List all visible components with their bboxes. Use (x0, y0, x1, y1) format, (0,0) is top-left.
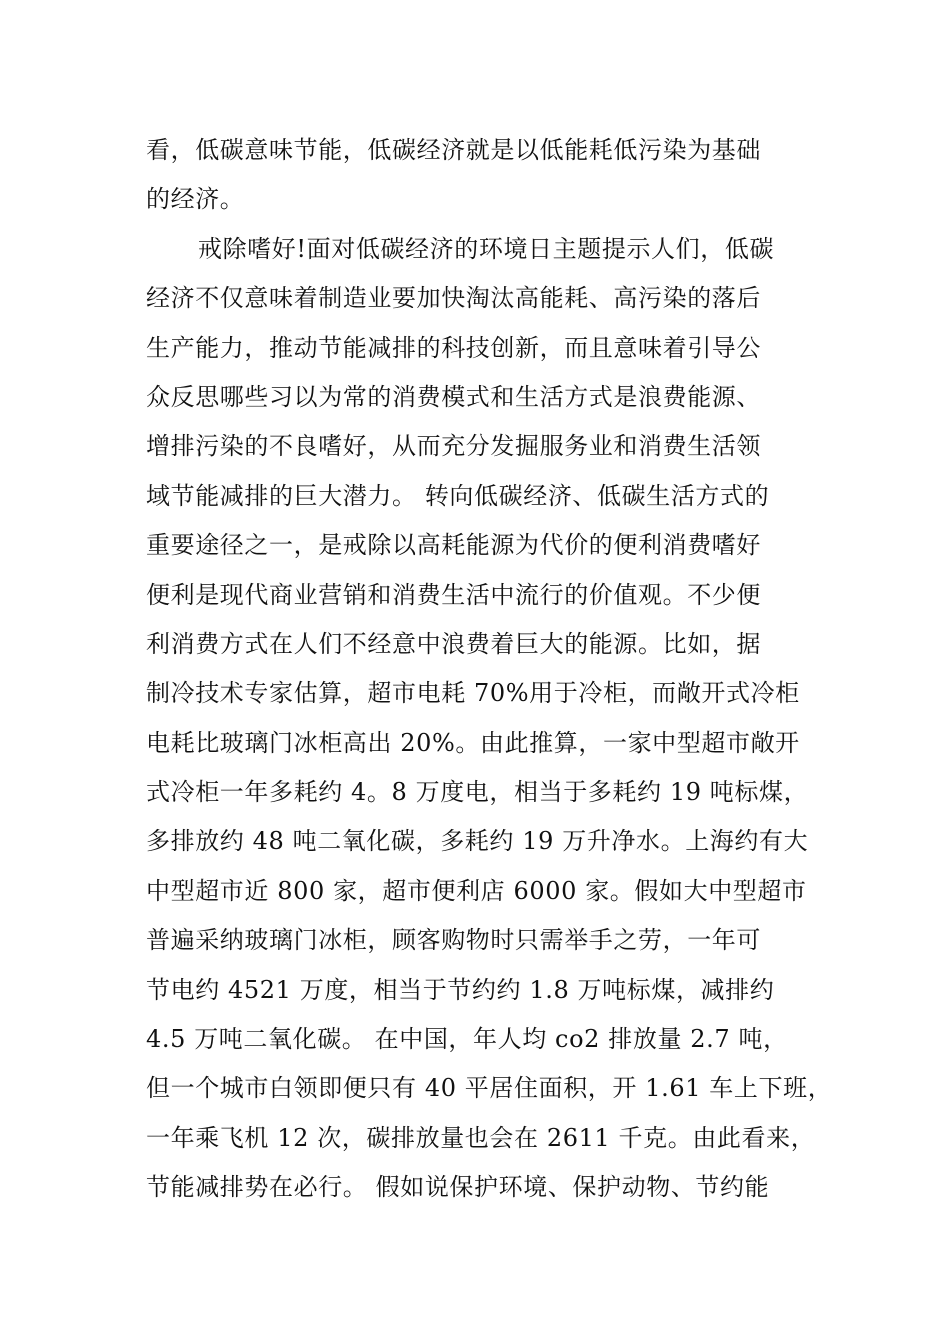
text-line: 普遍采纳玻璃门冰柜，顾客购物时只需举手之劳，一年可 (146, 926, 761, 955)
text-line: 便利是现代商业营销和消费生活中流行的价值观。不少便 (146, 580, 761, 609)
text-line: 利消费方式在人们不经意中浪费着巨大的能源。比如，据 (146, 629, 761, 658)
text-line: 增排污染的不良嗜好，从而充分发掘服务业和消费生活领 (146, 432, 761, 461)
text-line: 生产能力，推动节能减排的科技创新，而且意味着引导公 (146, 333, 761, 362)
text-line: 看，低碳意味节能，低碳经济就是以低能耗低污染为基础 (146, 136, 761, 164)
text-line: 的经济。 (146, 185, 245, 214)
text-line: 中型超市近 800 家，超市便利店 6000 家。假如大中型超市 (146, 876, 807, 905)
text-line: 制冷技术专家估算，超市电耗 70%用于冷柜，而敞开式冷柜 (146, 679, 800, 708)
text-line: 一年乘飞机 12 次，碳排放量也会在 2611 千克。由此看来， (146, 1123, 816, 1152)
body-text (146, 126, 846, 1213)
text-line: 多排放约 48 吨二氧化碳，多耗约 19 万升净水。上海约有大 (146, 827, 809, 856)
text-line: 节能减排势在必行。 假如说保护环境、保护动物、节约能 (146, 1173, 770, 1202)
text-line: 式冷柜一年多耗约 4。8 万度电，相当于多耗约 19 吨标煤， (146, 778, 809, 807)
text-line: 节电约 4521 万度，相当于节约约 1.8 万吨标煤，减排约 (146, 975, 775, 1004)
text-line: 但一个城市白领即便只有 40 平居住面积，开 1.61 车上下班， (146, 1074, 833, 1103)
text-line: 域节能减排的巨大潜力。 转向低碳经济、低碳生活方式的 (146, 481, 770, 510)
paragraph-first-line: 戒除嗜好!面对低碳经济的环境日主题提示人们，低碳 (198, 234, 775, 263)
text-line: 重要途径之一，是戒除以高耗能源为代价的便利消费嗜好 (146, 531, 761, 560)
text-line: 众反思哪些习以为常的消费模式和生活方式是浪费能源、 (146, 382, 761, 411)
text-line: 电耗比玻璃门冰柜高出 20%。由此推算，一家中型超市敞开 (146, 728, 800, 757)
text-line: 经济不仅意味着制造业要加快淘汰高能耗、高污染的落后 (146, 284, 761, 313)
text-line: 4.5 万吨二氧化碳。 在中国，年人均 co2 排放量 2.7 吨， (146, 1025, 788, 1054)
